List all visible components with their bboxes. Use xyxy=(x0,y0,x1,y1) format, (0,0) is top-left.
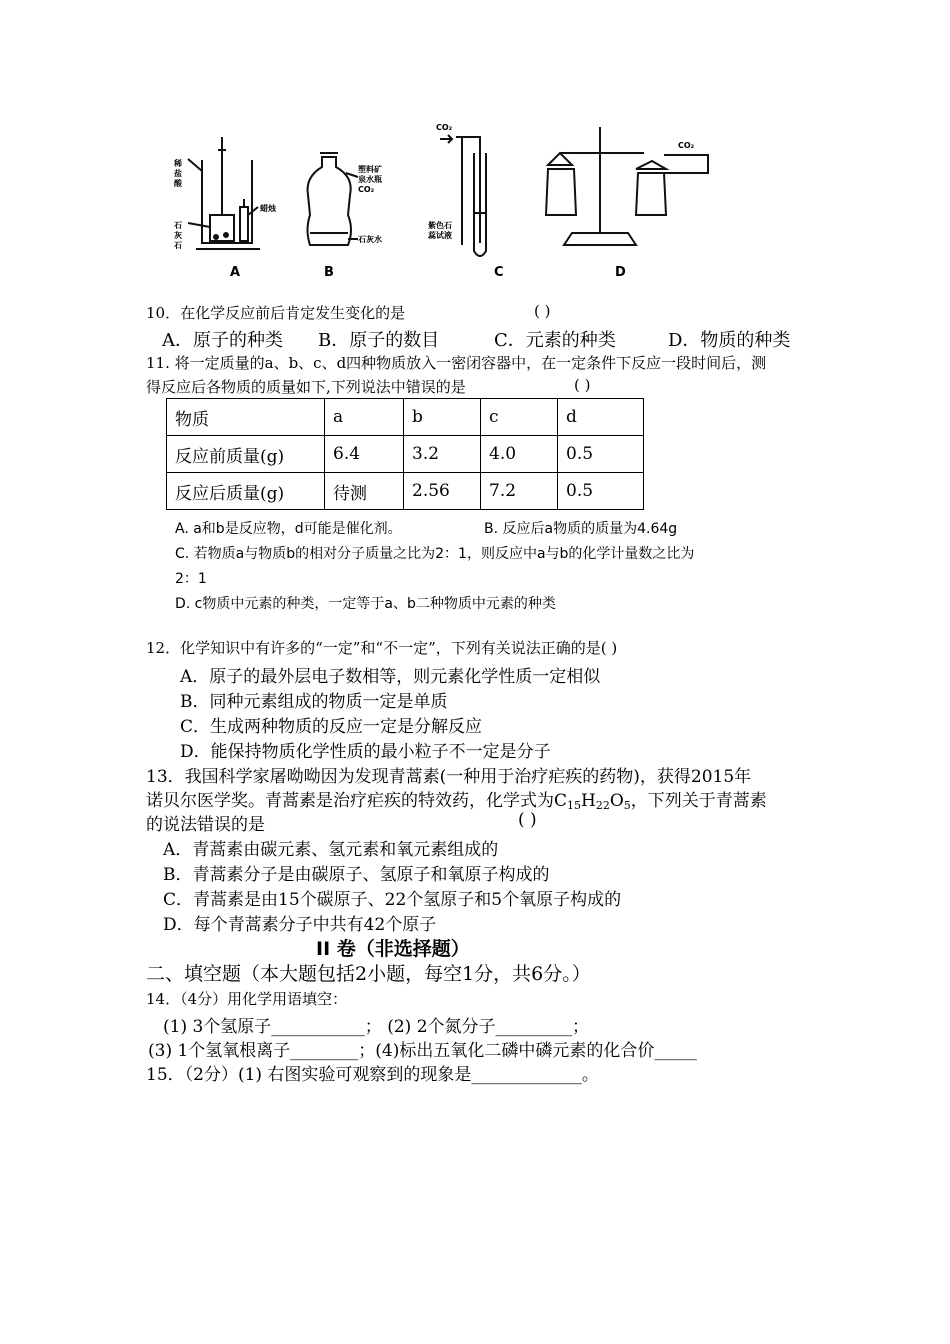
table-row xyxy=(167,399,644,436)
q13-option-b: B．青蒿素分子是由碳原子、氢原子和氧原子构成的 xyxy=(163,865,550,885)
q10-option-a: A．原子的种类 xyxy=(162,330,283,351)
bottle-b xyxy=(308,157,352,245)
q13-line1: 13．我国科学家屠呦呦因为发现青蒿素(一种用于治疗疟疾的药物)，获得2015年 xyxy=(146,767,752,787)
panel-letter-c: C xyxy=(494,265,504,280)
q13-paren: ( ) xyxy=(518,810,537,830)
formula-sub-c: 15 xyxy=(567,799,582,812)
table-cell: 反应前质量(g) xyxy=(167,436,325,473)
q11-option-c-line2: 2：1 xyxy=(175,571,207,587)
q10-stem: 10．在化学反应前后肯定发生变化的是 xyxy=(146,304,406,322)
q11-paren: ( ) xyxy=(574,376,591,394)
q11-mass-table xyxy=(166,398,644,510)
table-row xyxy=(167,473,644,510)
q13-line3: 的说法错误的是 xyxy=(146,815,265,835)
q11-line1: 11. 将一定质量的a、b、c、d四种物质放入一密闭容器中，在一定条件下反应一段时间后，测 xyxy=(146,354,767,372)
q13-line2-text: 诺贝尔医学奖。青蒿素是治疗疟疾的特效药，化学式为C xyxy=(146,791,568,811)
q14-line2: (3) 1个氢氧根离子________；(4)标出五氧化二磷中磷元素的化合价_____ xyxy=(148,1041,697,1061)
q11-option-d: D. c物质中元素的种类，一定等于a、b二种物质中元素的种类 xyxy=(175,596,556,612)
table-cell: c xyxy=(481,399,558,436)
experiment-figure xyxy=(160,115,730,285)
q15-stem: 15．（2分）(1) 右图实验可观察到的现象是_____________。 xyxy=(146,1065,599,1085)
q10-option-c: C．元素的种类 xyxy=(494,330,616,351)
label-c-litmus: 紫色石 蕊试液 xyxy=(428,221,452,240)
q12-option-c: C．生成两种物质的反应一定是分解反应 xyxy=(180,717,483,737)
table-cell: d xyxy=(558,399,644,436)
label-b-bottle: 塑料矿 泉水瓶 CO₂ xyxy=(358,165,382,194)
label-a-acid: 稀 盐 酸 xyxy=(174,159,182,188)
q13-option-d: D．每个青蒿素分子中共有42个原子 xyxy=(163,915,437,935)
formula-sub-o: 5 xyxy=(623,799,631,812)
q11-line2: 得反应后各物质的质量如下,下列说法中错误的是 xyxy=(146,378,466,396)
table-row xyxy=(167,436,644,473)
table-cell: b xyxy=(404,399,481,436)
q12-stem: 12．化学知识中有许多的“一定”和“不一定”，下列有关说法正确的是( ) xyxy=(146,639,618,657)
table-cell: 0.5 xyxy=(558,436,644,473)
label-b-limewater: 石灰水 xyxy=(358,235,382,244)
table-cell: a xyxy=(325,399,404,436)
q10-paren: ( ) xyxy=(534,302,551,320)
table-cell: 3.2 xyxy=(404,436,481,473)
table-cell: 7.2 xyxy=(481,473,558,510)
apparatus-drawings xyxy=(160,115,730,285)
q13-line2-tail: ，下列关于青蒿素 xyxy=(630,791,767,811)
panel-letter-b: B xyxy=(324,265,334,280)
q13-line2 xyxy=(146,786,767,812)
table-cell: 反应后质量(g) xyxy=(167,473,325,510)
panel-letter-a: A xyxy=(230,265,241,280)
table-cell: 2.56 xyxy=(404,473,481,510)
label-a-candle: 蜡烛 xyxy=(260,204,276,213)
section2-title: II 卷（非选择题） xyxy=(316,938,470,960)
panel-letter-d: D xyxy=(615,265,626,280)
q12-option-a: A．原子的最外层电子数相等，则元素化学性质一定相似 xyxy=(180,667,601,687)
q11-option-a: A. a和b是反应物，d可能是催化剂。 xyxy=(175,521,402,537)
q11-option-b: B. 反应后a物质的质量为4.64g xyxy=(484,521,678,537)
label-d-co2: CO₂ xyxy=(678,141,695,150)
q13-option-a: A．青蒿素由碳元素、氢元素和氧元素组成的 xyxy=(163,840,499,860)
table-cell: 6.4 xyxy=(325,436,404,473)
q12-option-d: D．能保持物质化学性质的最小粒子不一定是分子 xyxy=(180,742,551,762)
q10-option-d: D．物质的种类 xyxy=(668,330,791,351)
formula-h: H xyxy=(581,791,596,811)
q12-option-b: B．同种元素组成的物质一定是单质 xyxy=(180,692,448,712)
q10-option-b: B．原子的数目 xyxy=(318,330,440,351)
formula-o: O xyxy=(609,791,624,811)
q14-stem: 14．（4分）用化学用语填空： xyxy=(146,990,348,1008)
table-cell: 4.0 xyxy=(481,436,558,473)
table-cell: 物质 xyxy=(167,399,325,436)
q14-line1: (1) 3个氢原子___________； (2) 2个氮分子_________； xyxy=(163,1017,590,1037)
q11-option-c-line1: C. 若物质a与物质b的相对分子质量之比为2：1，则反应中a与b的化学计量数之比为 xyxy=(175,546,695,562)
formula-sub-h: 22 xyxy=(595,799,610,812)
q13-option-c: C．青蒿素是由15个碳原子、22个氢原子和5个氧原子构成的 xyxy=(163,890,622,910)
table-cell: 待测 xyxy=(325,473,404,510)
section2-heading: 二、填空题（本大题包括2小题，每空1分，共6分。） xyxy=(146,963,591,985)
table-cell: 0.5 xyxy=(558,473,644,510)
label-c-co2: CO₂ xyxy=(436,123,453,132)
label-a-stone: 石 灰 石 xyxy=(174,221,182,250)
